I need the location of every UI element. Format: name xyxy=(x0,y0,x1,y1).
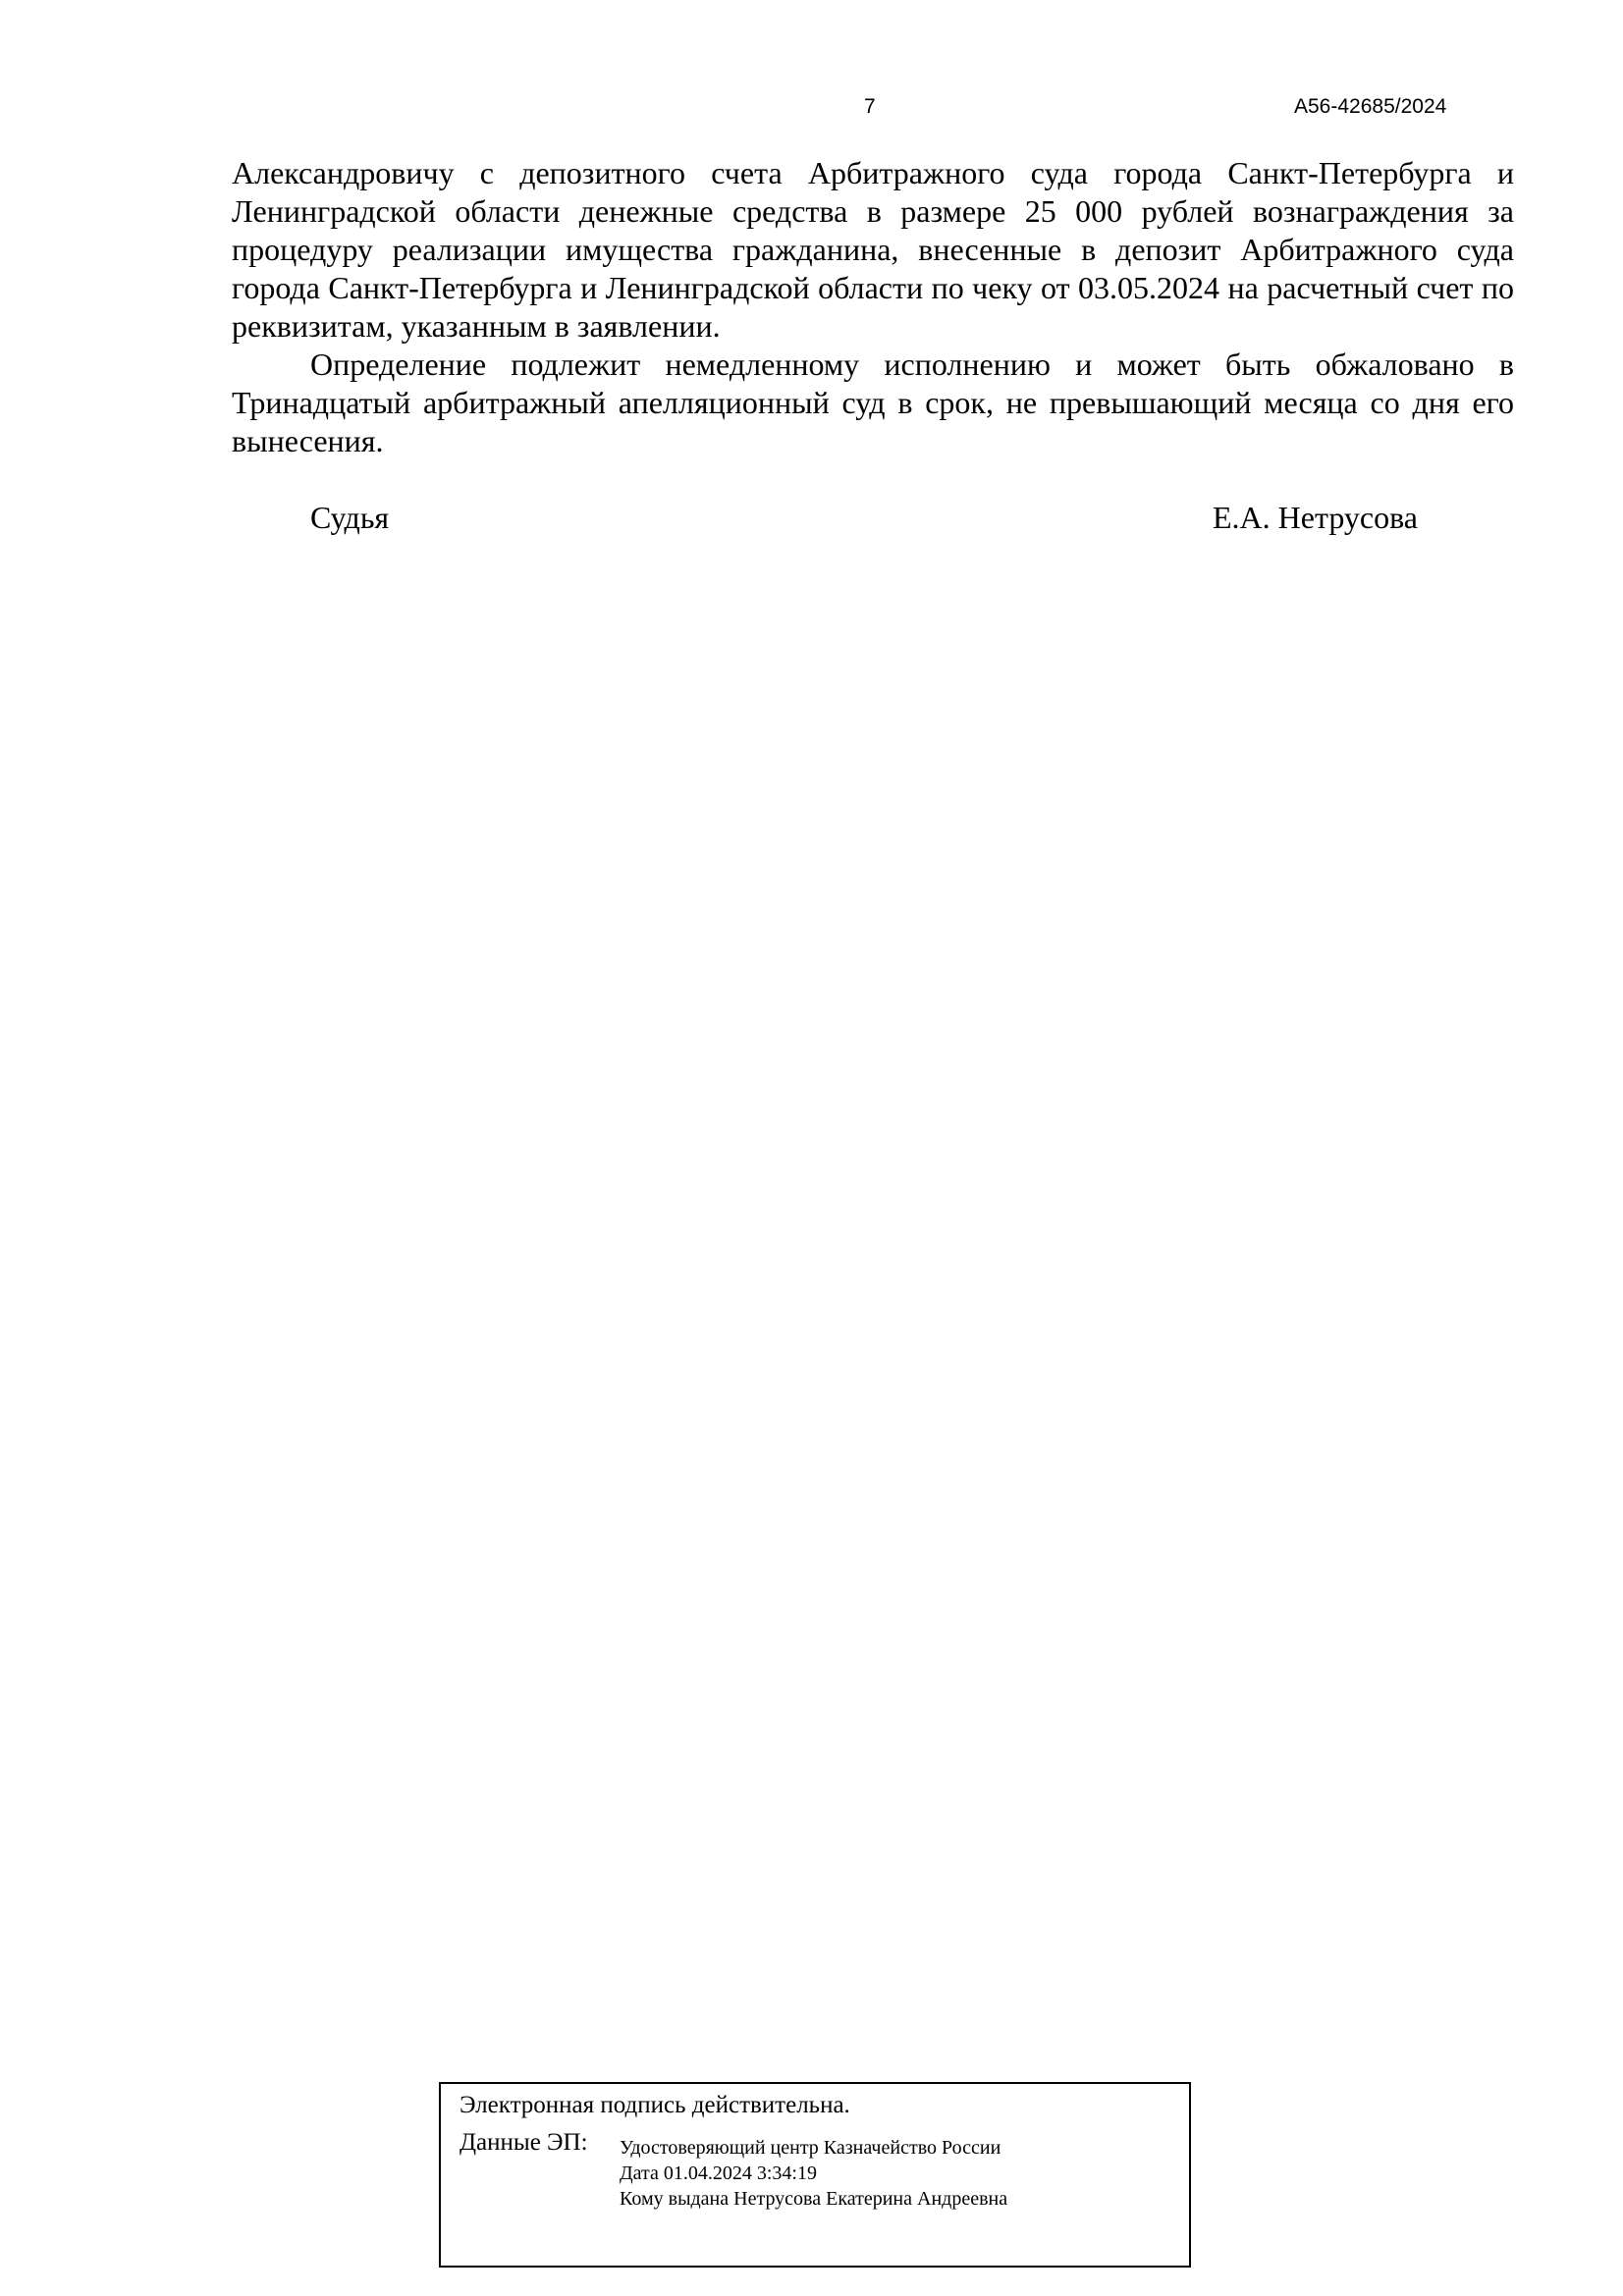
esign-date: Дата 01.04.2024 3:34:19 xyxy=(620,2163,817,2184)
electronic-signature-box xyxy=(439,2082,1191,2268)
esign-issued-to: Кому выдана Нетрусова Екатерина Андреевна xyxy=(620,2188,1008,2210)
judge-name: Е.А. Нетрусова xyxy=(1212,500,1418,535)
paragraph-payment-order: Александровичу с депозитного счета Арбитражного суда города Санкт-Петербурга и Ленинградской области денежные средства в размере 25 000 рублей вознаграждения за процедуру реализации имущества гражданина, внесенные в депозит Арбитражного суда города Санкт-Петербурга и Ленинградской области по чеку от 03.05.2024 на расчетный счет по реквизитам, указанным в заявлении. xyxy=(232,155,1514,344)
page-number: 7 xyxy=(864,95,876,118)
esign-data-label: Данные ЭП: xyxy=(460,2129,588,2156)
esign-details xyxy=(620,2135,1007,2212)
esign-issuer: Удостоверяющий центр Казначейство России xyxy=(620,2137,1001,2159)
esign-status: Электронная подпись действительна. xyxy=(460,2092,850,2118)
document-body xyxy=(232,154,1514,460)
paragraph-appeal-notice: Определение подлежит немедленному исполнению и может быть обжаловано в Тринадцатый арбитражный апелляционный суд в срок, не превышающий месяца со дня его вынесения. xyxy=(232,347,1514,458)
judge-title: Судья xyxy=(310,500,390,535)
case-number: А56-42685/2024 xyxy=(1294,95,1447,118)
